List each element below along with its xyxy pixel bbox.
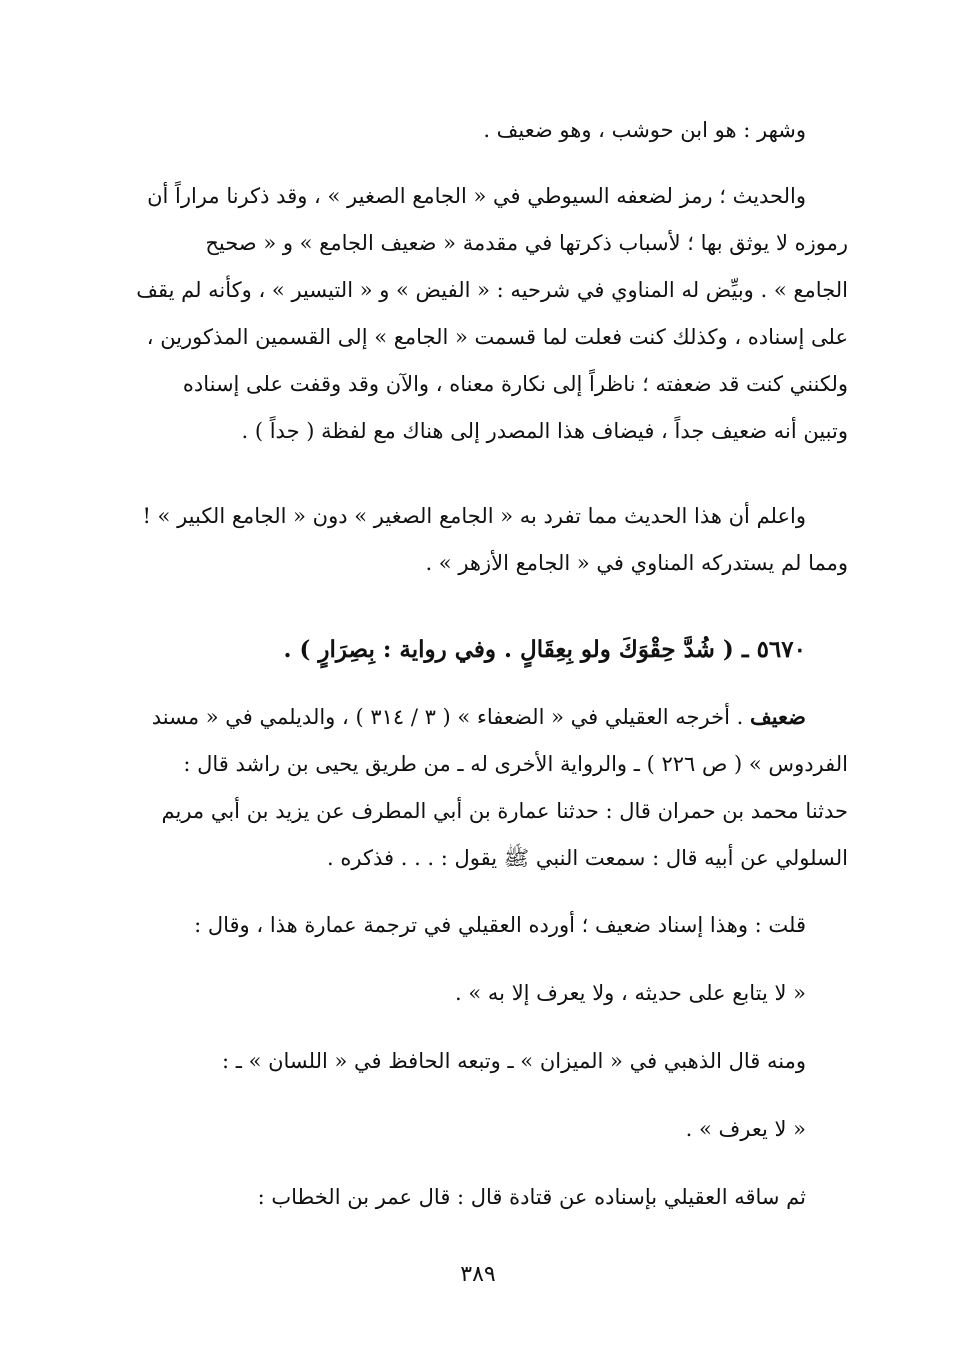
paragraph-hadith-discussion — [108, 173, 848, 455]
text-line: وشهر : هو ابن حوشب ، وهو ضعيف . — [483, 118, 806, 142]
text-line: ومنه قال الذهبي في « الميزان » ـ وتبعه الحافظ في « اللسان » ـ : — [221, 1049, 806, 1073]
paragraph-quote-2 — [108, 1107, 848, 1151]
paragraph-narrator-note — [108, 110, 848, 150]
text-line: « لا يعرف » . — [685, 1117, 806, 1141]
text-line: السلولي عن أبيه قال : سمعت النبي ﷺ يقول : . . . فذكره . — [327, 846, 848, 870]
text-line: وتبين أنه ضعيف جداً ، فيضاف هذا المصدر إلى هناك مع لفظة ( جداً ) . — [241, 419, 848, 443]
text-line: رموزه لا يوثق بها ؛ لأسباب ذكرتها في مقدمة « ضعيف الجامع » و « صحيح — [205, 231, 848, 255]
paragraph-dhahabi — [108, 1039, 848, 1083]
paragraph-note — [108, 493, 848, 587]
text-segment: . أخرجه العقيلي في « الضعفاء » ( ٣ / ٣١٤ ) ، والديلمي في « مسند — [151, 705, 750, 729]
text-line: حدثنا محمد بن حمران قال : حدثنا عمارة بن أبي المطرف عن يزيد بن أبي مريم — [161, 799, 848, 823]
text-line: « لا يتابع على حديثه ، ولا يعرف إلا به » . — [455, 981, 806, 1005]
text-line: قلت : وهذا إسناد ضعيف ؛ أورده العقيلي في ترجمة عمارة هذا ، وقال : — [194, 913, 806, 937]
paragraph-isnad — [108, 1175, 848, 1219]
text-line: ومما لم يستدركه المناوي في « الجامع الأزهر » . — [425, 551, 848, 575]
heading-text: ٥٦٧٠ ـ ( شُدَّ حِقْوَكَ ولو بِعِقَالٍ . وفي رواية : بِصِرَارٍ ) . — [283, 636, 806, 663]
grade-label: ضعيف — [749, 704, 806, 729]
text-line: الفردوس » ( ص ٢٢٦ ) ـ والرواية الأخرى له ـ من طريق يحيى بن راشد قال : — [183, 752, 848, 776]
text-line: والحديث ؛ رمز لضعفه السيوطي في « الجامع الصغير » ، وقد ذكرنا مراراً أن — [147, 184, 806, 208]
paragraph-takhrij — [108, 693, 848, 882]
text-line — [108, 693, 848, 741]
text-line: ثم ساقه العقيلي بإسناده عن قتادة قال : قال عمر بن الخطاب : — [257, 1185, 806, 1209]
text-line: ولكنني كنت قد ضعفته ؛ ناظراً إلى نكارة معناه ، والآن وقد وقفت على إسناده — [182, 372, 848, 396]
text-line: واعلم أن هذا الحديث مما تفرد به « الجامع الصغير » دون « الجامع الكبير » ! — [142, 504, 806, 528]
paragraph-comment — [108, 903, 848, 947]
text-line: الجامع » . وبيِّض له المناوي في شرحيه : « الفيض » و « التيسير » ، وكأنه لم يقف — [136, 278, 848, 302]
text-line: على إسناده ، وكذلك كنت فعلت لما قسمت « الجامع » إلى القسمين المذكورين ، — [146, 325, 848, 349]
hadith-heading — [108, 628, 848, 672]
page-number: ٣٨٩ — [460, 1262, 496, 1287]
paragraph-quote-1 — [108, 971, 848, 1015]
